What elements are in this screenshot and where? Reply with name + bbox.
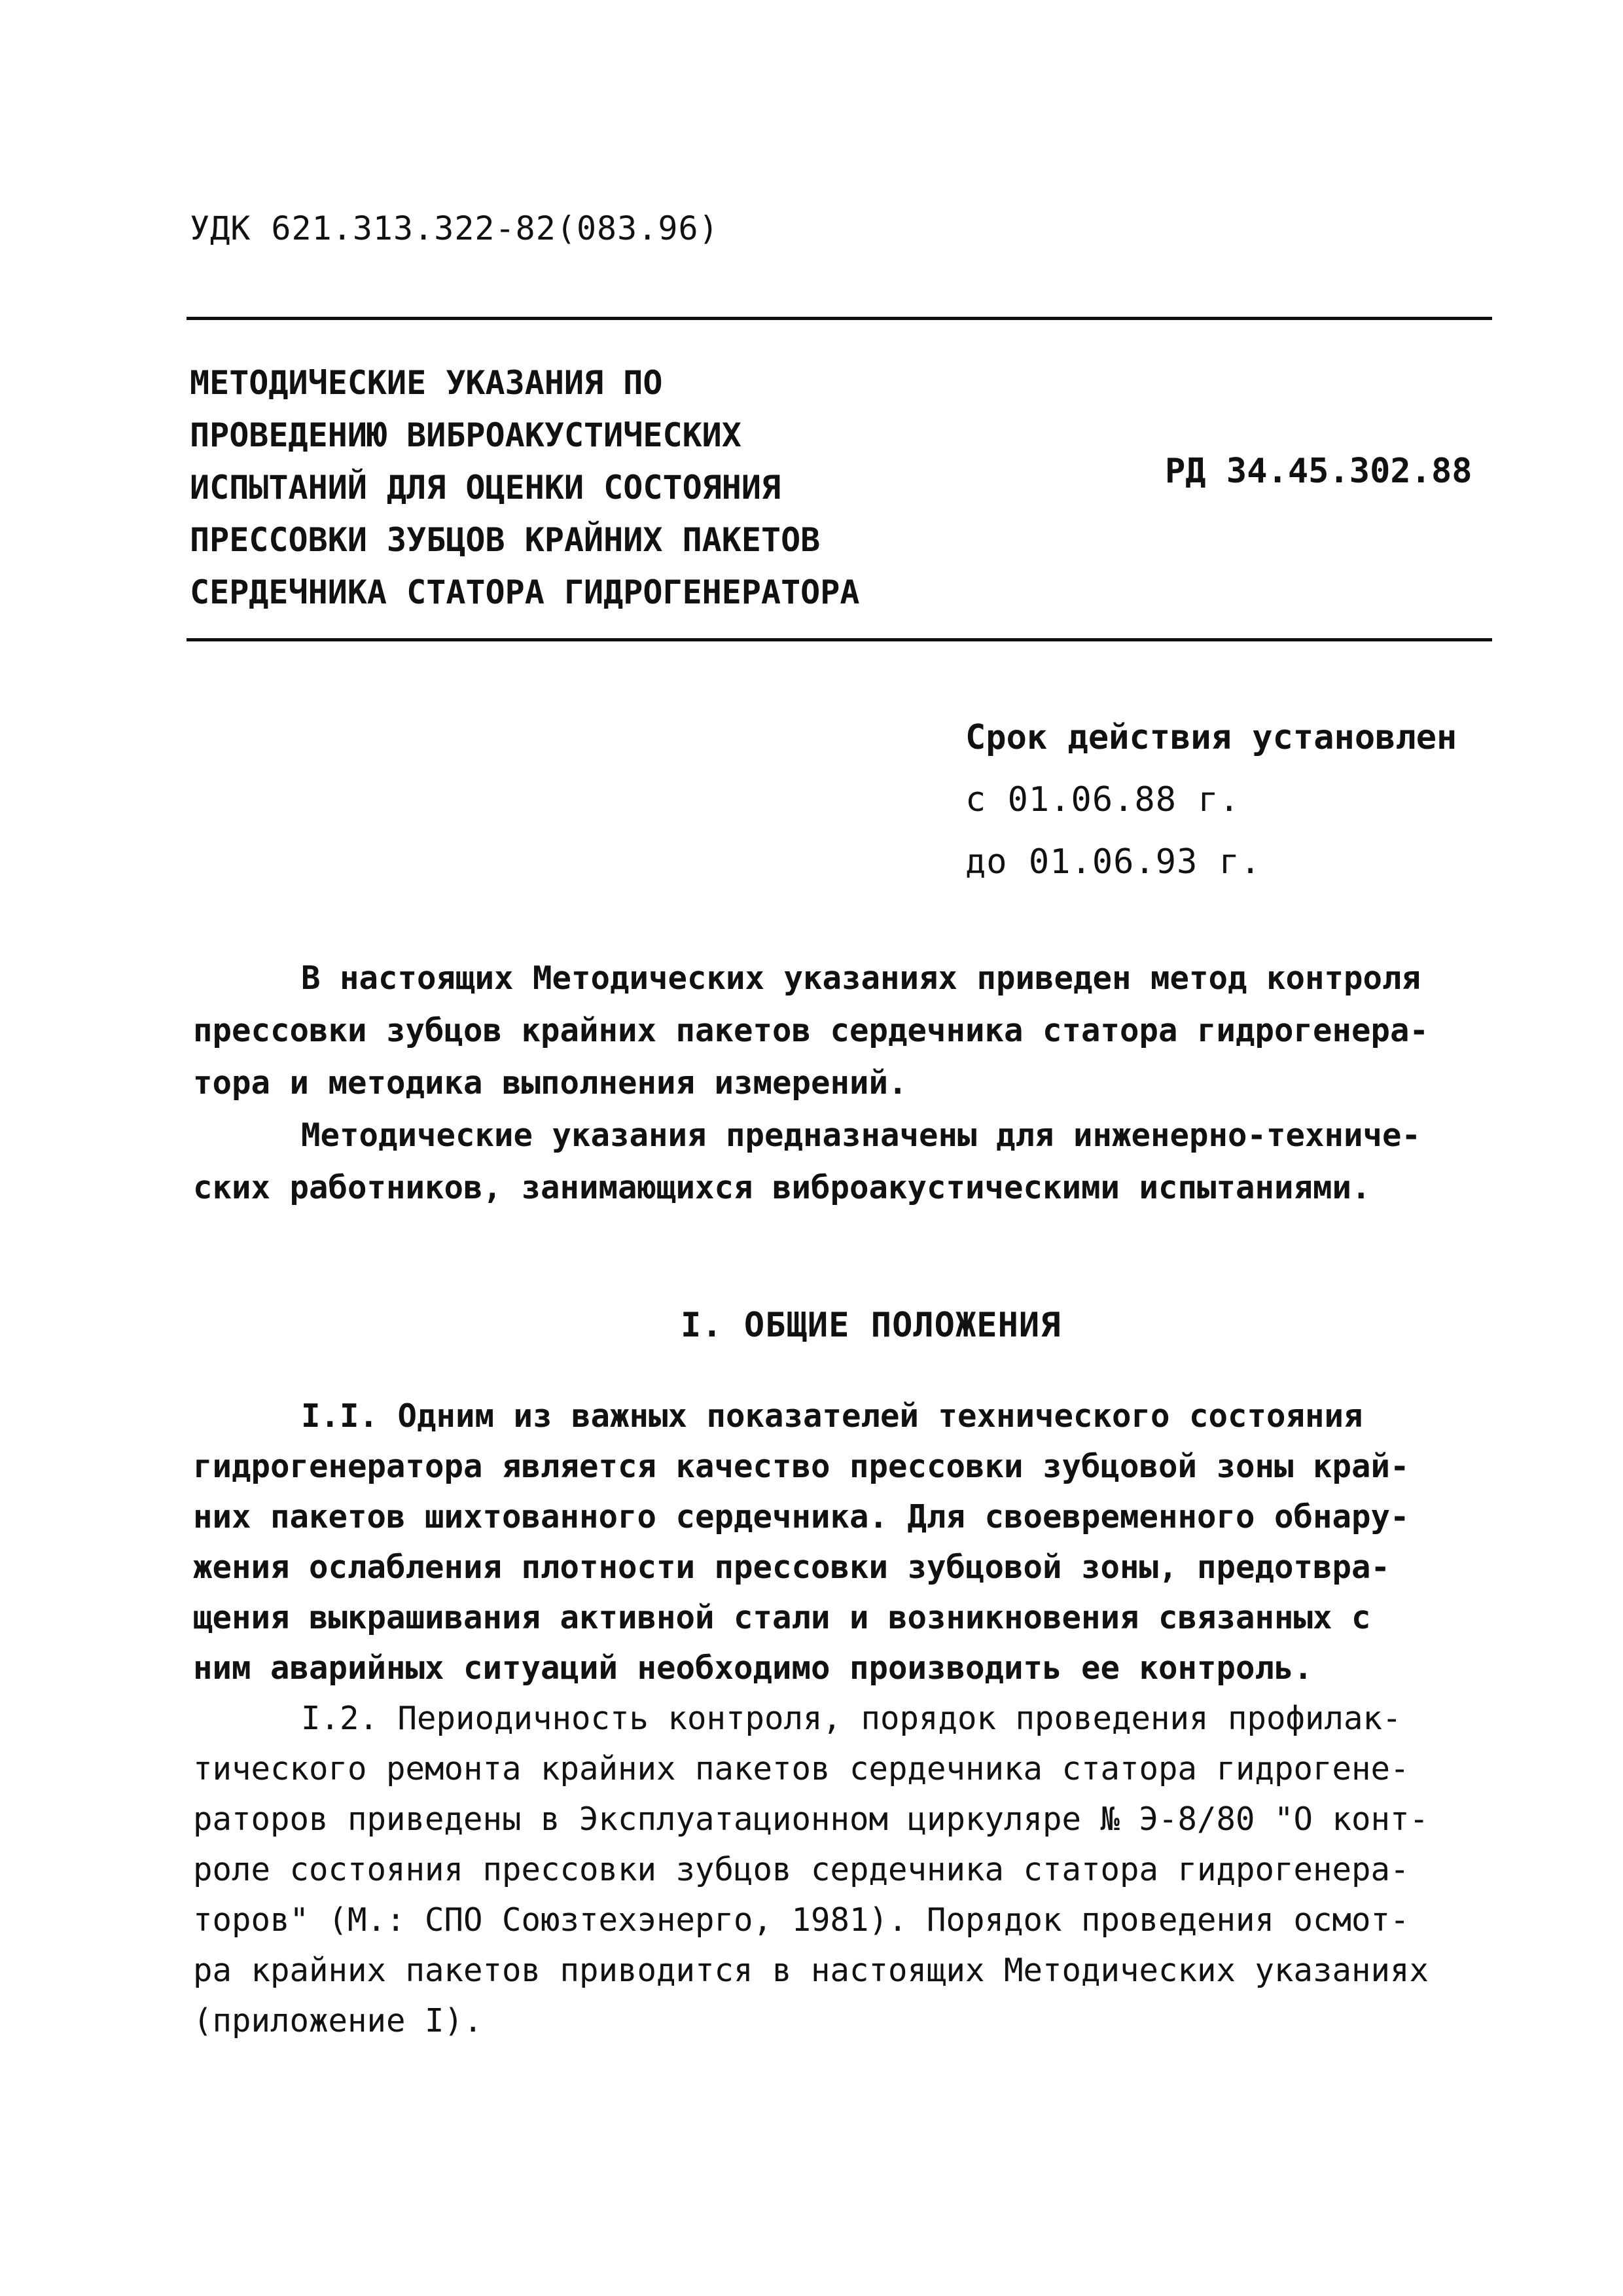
intro-line: прессовки зубцов крайних пакетов сердечника статора гидрогенера- bbox=[193, 1012, 1429, 1049]
body-line: (приложение I). bbox=[193, 2002, 483, 2039]
body-line: ним аварийных ситуаций необходимо производить ее контроль. bbox=[193, 1649, 1313, 1687]
title-line: МЕТОДИЧЕСКИЕ УКАЗАНИЯ ПО bbox=[190, 364, 663, 402]
validity-block bbox=[965, 707, 1457, 893]
body-line: гидрогенератора является качество прессовки зубцовой зоны край- bbox=[193, 1448, 1410, 1485]
validity-to: до 01.06.93 г. bbox=[965, 842, 1262, 882]
body-line: тического ремонта крайних пакетов сердечника статора гидрогене- bbox=[193, 1750, 1410, 1787]
top-rule bbox=[187, 317, 1492, 320]
validity-from: с 01.06.88 г. bbox=[965, 780, 1240, 819]
udk-code: УДК 621.313.322-82(083.96) bbox=[190, 209, 719, 247]
body-line: них пакетов шихтованного сердечника. Для своевременного обнару- bbox=[193, 1498, 1410, 1535]
body-line: торов" (М.: СПО Союзтехэнерго, 1981). Порядок проведения осмот- bbox=[193, 1901, 1410, 1939]
bottom-rule bbox=[187, 638, 1492, 641]
document-title bbox=[190, 357, 1041, 619]
body-line: роле состояния прессовки зубцов сердечника статора гидрогенера- bbox=[193, 1851, 1410, 1888]
section-title: I. ОБЩИЕ ПОЛОЖЕНИЯ bbox=[681, 1306, 1061, 1345]
intro-line: В настоящих Методических указаниях приведен метод контроля bbox=[301, 960, 1421, 997]
title-line: ПРОВЕДЕНИЮ ВИБРОАКУСТИЧЕСКИХ bbox=[190, 416, 741, 454]
body-line: жения ослабления плотности прессовки зубцовой зоны, предотвра- bbox=[193, 1549, 1391, 1586]
body-line: I.2. Периодичность контроля, порядок проведения профилак- bbox=[301, 1700, 1402, 1737]
section-body bbox=[193, 1391, 1535, 2046]
intro-paragraphs bbox=[193, 952, 1502, 1214]
body-line: ра крайних пакетов приводится в настоящих Методических указаниях bbox=[193, 1952, 1429, 1989]
validity-heading: Срок действия установлен bbox=[965, 718, 1457, 757]
intro-line: тора и методика выполнения измерений. bbox=[193, 1064, 908, 1102]
title-line: СЕРДЕЧНИКА СТАТОРА ГИДРОГЕНЕРАТОРА bbox=[190, 573, 860, 611]
intro-line: ских работников, занимающихся виброакустическими испытаниями. bbox=[193, 1169, 1371, 1206]
body-line: раторов приведены в Эксплуатационном циркуляре № Э-8/80 "О конт- bbox=[193, 1801, 1429, 1838]
intro-line: Методические указания предназначены для инженерно-техниче- bbox=[301, 1117, 1421, 1154]
body-line: I.I. Одним из важных показателей технического состояния bbox=[301, 1397, 1363, 1435]
document-code: РД 34.45.302.88 bbox=[1165, 452, 1472, 491]
title-line: ПРЕССОВКИ ЗУБЦОВ КРАЙНИХ ПАКЕТОВ bbox=[190, 521, 821, 559]
body-line: щения выкрашивания активной стали и возникновения связанных с bbox=[193, 1599, 1371, 1636]
title-line: ИСПЫТАНИЙ ДЛЯ ОЦЕНКИ СОСТОЯНИЯ bbox=[190, 469, 781, 507]
